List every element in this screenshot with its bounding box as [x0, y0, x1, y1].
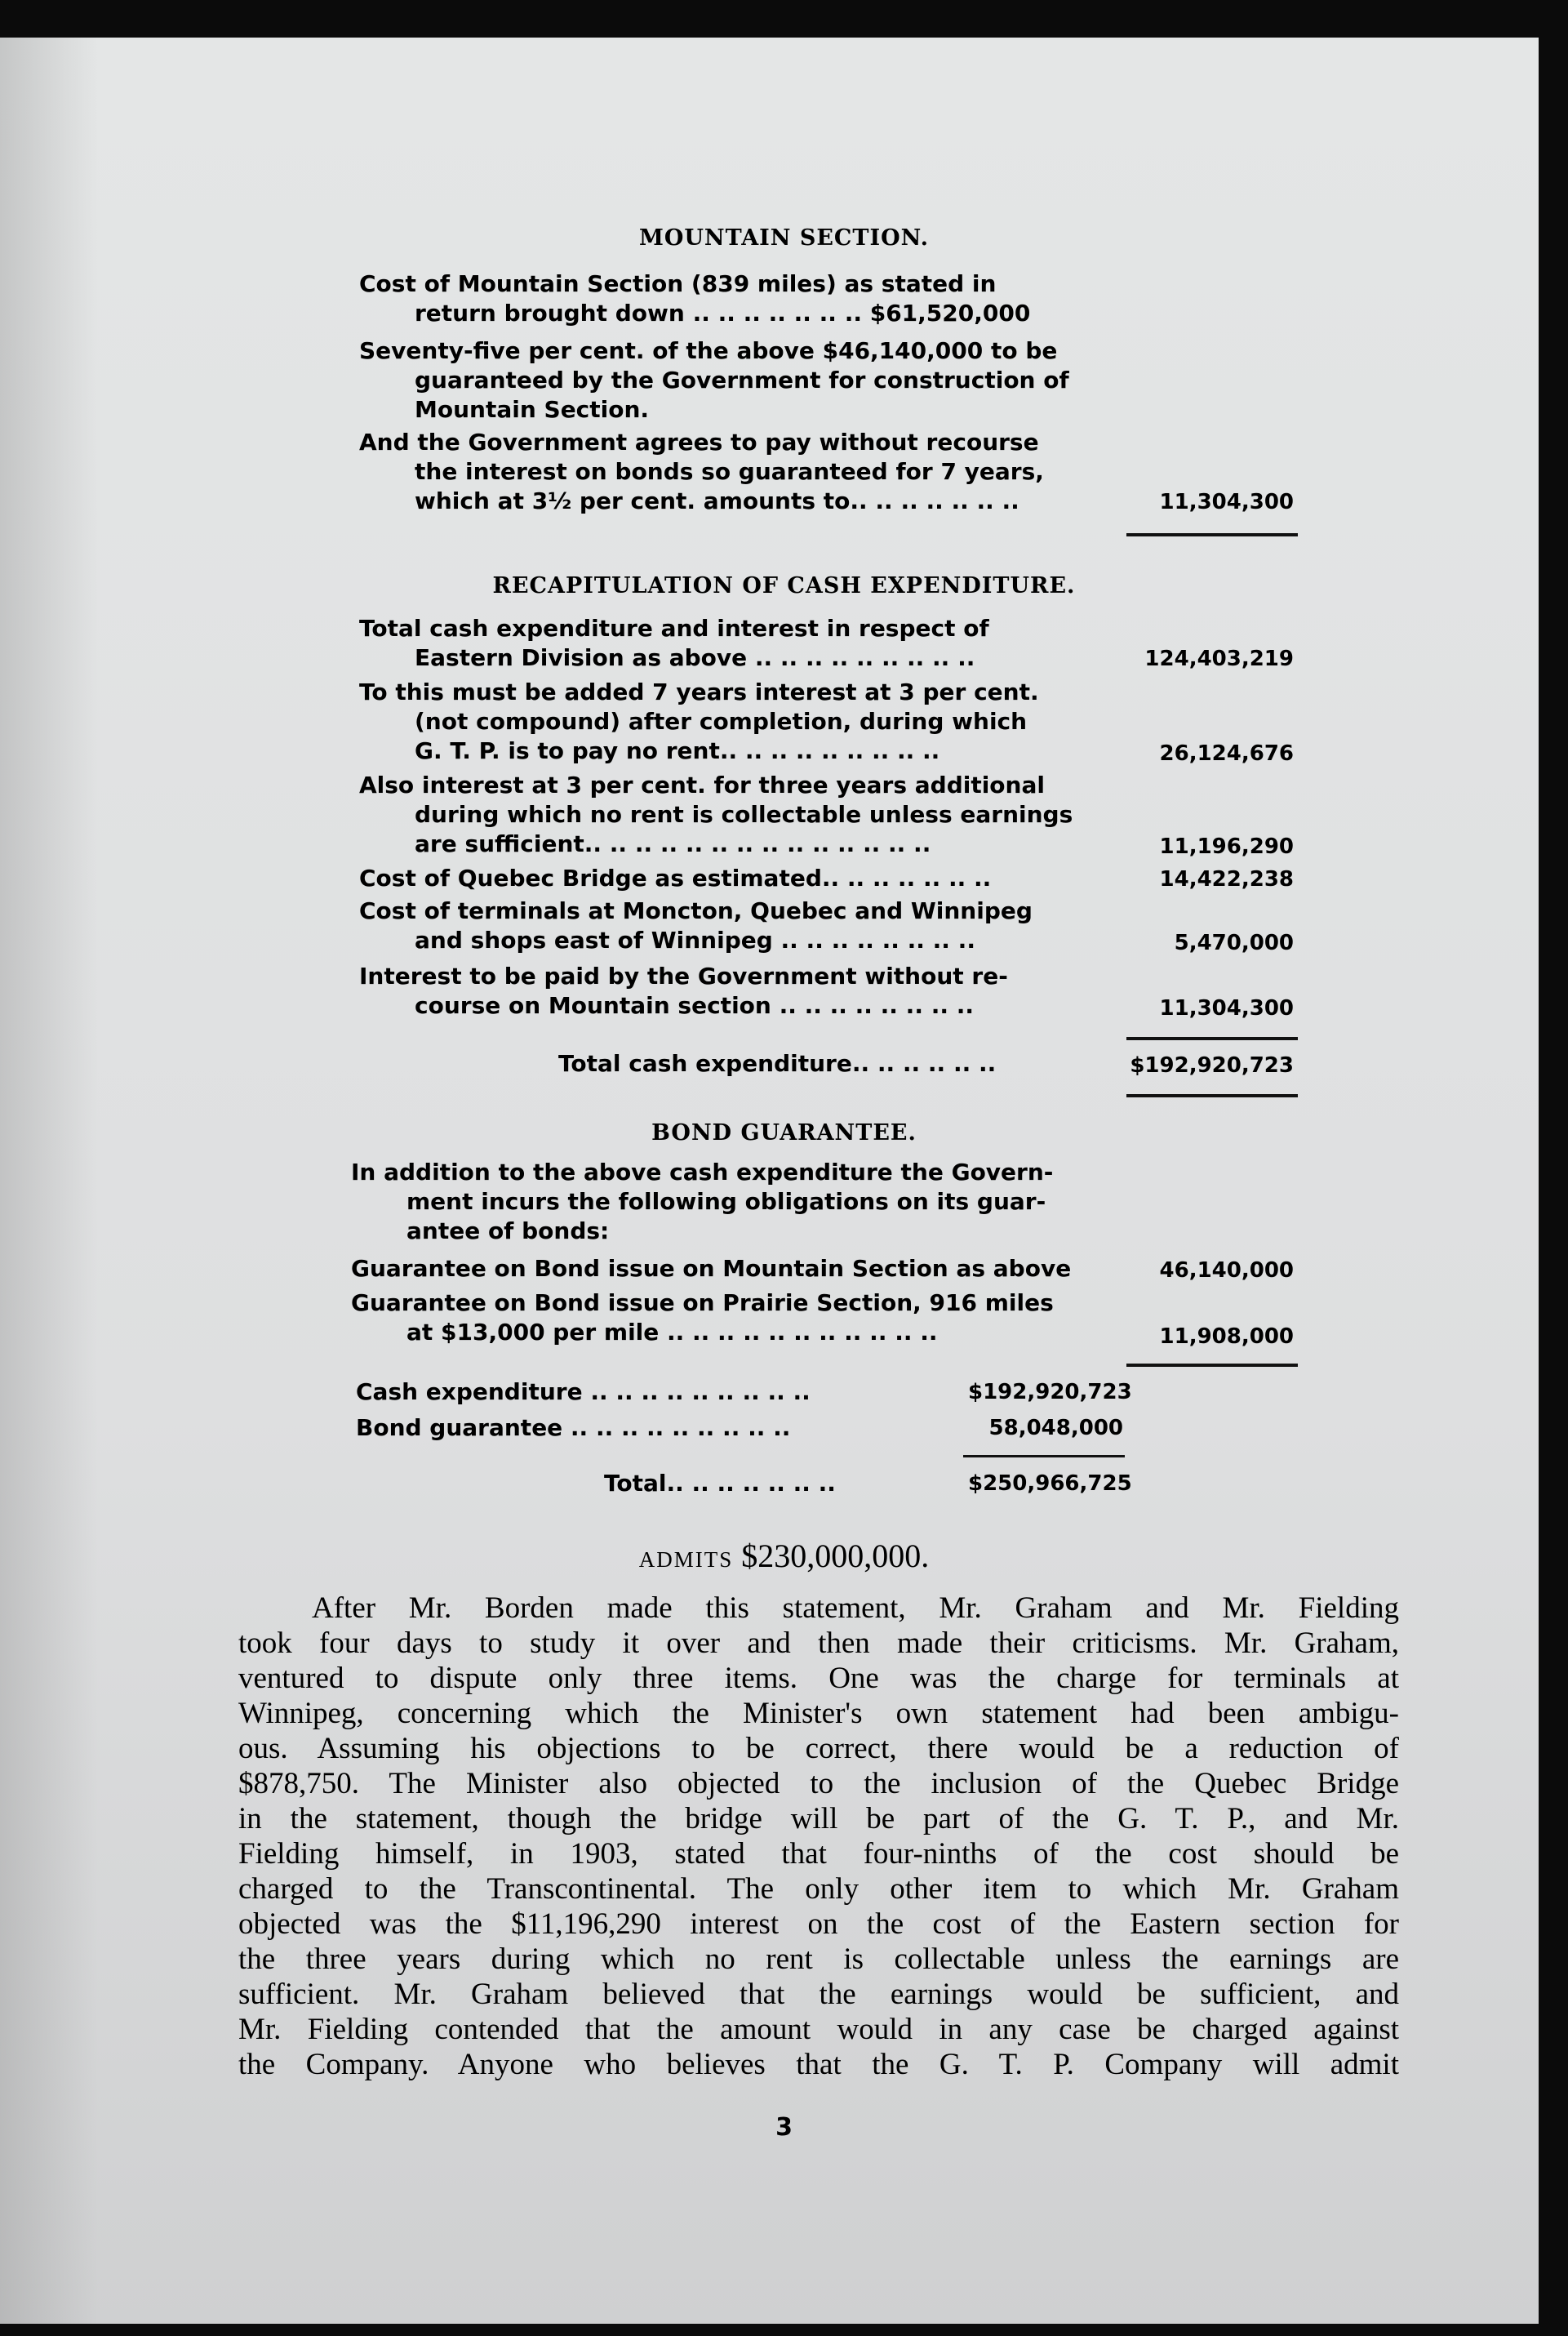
bond-obligations-entry	[351, 1158, 1167, 1246]
recap-three-years-interest-entry	[359, 771, 1175, 859]
recap-quebec-bridge-amount: 14,422,238	[1159, 867, 1294, 892]
section-rule	[1126, 1364, 1298, 1367]
entry-line: return brought down .. .. .. .. .. .. .. $61,520,000	[415, 300, 1031, 327]
paragraph-line: objected was the $11,196,290 interest on the cost of the Eastern section for	[238, 1907, 1399, 1941]
summary-bond-guarantee-amount: 58,048,000	[988, 1416, 1123, 1440]
summary-total-label: Total.. .. .. .. .. .. ..	[604, 1470, 836, 1497]
recap-eastern-division-entry	[359, 614, 1175, 673]
paragraph-line: sufficient. Mr. Graham believed that the earnings would be sufficient, and	[238, 1978, 1399, 2011]
summary-rule	[963, 1455, 1125, 1457]
total-rule	[1126, 1094, 1298, 1097]
entry-line: Eastern Division as above .. .. .. .. .. .. .. .. ..	[415, 644, 975, 671]
page-number: 3	[775, 2113, 793, 2142]
recap-terminals-amount: 5,470,000	[1174, 931, 1294, 955]
bond-prairie-guarantee-amount: 11,908,000	[1159, 1324, 1294, 1349]
entry-line: And the Government agrees to pay without recourse	[359, 429, 1039, 456]
entry-line: and shops east of Winnipeg .. .. .. .. .. .. .. ..	[415, 927, 975, 954]
entry-line: the interest on bonds so guaranteed for 7 years,	[415, 458, 1044, 485]
entry-line: Guarantee on Bond issue on Mountain Section as above	[351, 1255, 1072, 1282]
seventy-five-percent-entry	[359, 336, 1175, 425]
paragraph-line: in the statement, though the bridge will be part of the G. T. P., and Mr.	[238, 1802, 1399, 1835]
summary-cash-expenditure-label: Cash expenditure .. .. .. .. .. .. .. .. ..	[356, 1378, 811, 1405]
section-rule	[1126, 533, 1298, 536]
body-paragraph	[238, 1591, 1399, 2082]
paragraph-line: Mr. Fielding contended that the amount would in any case be charged against	[238, 2013, 1399, 2046]
bond-mountain-guarantee-amount: 46,140,000	[1159, 1258, 1294, 1283]
entry-line: at $13,000 per mile .. .. .. .. .. .. .. .. .. .. ..	[406, 1319, 938, 1346]
recap-terminals-entry	[359, 897, 1175, 955]
entry-line: Interest to be paid by the Government without re-	[359, 963, 1008, 990]
total-rule	[1126, 1037, 1298, 1040]
bond-guarantee-heading: BOND GUARANTEE.	[651, 1120, 917, 1146]
paragraph-line: Fielding himself, in 1903, stated that four-ninths of the cost should be	[238, 1837, 1399, 1871]
entry-line: In addition to the above cash expenditure the Govern-	[351, 1159, 1054, 1186]
bond-prairie-guarantee-entry	[351, 1288, 1167, 1347]
recap-seven-years-interest-entry	[359, 678, 1175, 766]
entry-line: Guarantee on Bond issue on Prairie Section, 916 miles	[351, 1289, 1054, 1316]
recap-three-years-interest-amount: 11,196,290	[1159, 834, 1294, 859]
summary-bond-guarantee-label: Bond guarantee .. .. .. .. .. .. .. .. ..	[356, 1414, 791, 1441]
entry-line: during which no rent is collectable unless earnings	[415, 801, 1073, 828]
entry-line: (not compound) after completion, during which	[415, 708, 1028, 735]
mountain-section-heading: MOUNTAIN SECTION.	[638, 225, 930, 251]
recapitulation-heading: RECAPITULATION OF CASH EXPENDITURE.	[492, 573, 1076, 598]
summary-total-amount: $250,966,725	[968, 1471, 1132, 1496]
entry-line: Cost of Mountain Section (839 miles) as stated in	[359, 270, 997, 297]
paragraph-line: $878,750. The Minister also objected to the inclusion of the Quebec Bridge	[238, 1767, 1399, 1800]
paragraph-line: ventured to dispute only three items. One was the charge for terminals at	[238, 1662, 1399, 1695]
entry-line: G. T. P. is to pay no rent.. .. .. .. .. .. .. .. ..	[415, 737, 940, 764]
bond-mountain-guarantee-entry	[351, 1254, 1167, 1284]
paragraph-line: charged to the Transcontinental. The only other item to which Mr. Graham	[238, 1872, 1399, 1906]
entry-line: Total cash expenditure and interest in respect of	[359, 615, 989, 642]
entry-line: are sufficient.. .. .. .. .. .. .. .. .. .. .. .. .. ..	[415, 830, 931, 857]
page-edge-shadow	[0, 38, 98, 2324]
entry-line: To this must be added 7 years interest at 3 per cent.	[359, 679, 1039, 705]
entry-line: which at 3½ per cent. amounts to.. .. .. .. .. .. ..	[415, 487, 1019, 514]
mountain-interest-amount: 11,304,300	[1159, 490, 1294, 514]
entry-line: ment incurs the following obligations on its guar-	[406, 1188, 1046, 1215]
entry-line: Also interest at 3 per cent. for three years additional	[359, 772, 1045, 799]
paragraph-line: ous. Assuming his objections to be correct, there would be a reduction of	[238, 1732, 1399, 1765]
interest-recourse-entry	[359, 428, 1175, 516]
entry-line: Mountain Section.	[415, 396, 650, 423]
entry-line: guaranteed by the Government for construction of	[415, 367, 1069, 394]
admits-label: ADMITS	[638, 1547, 734, 1572]
paragraph-line: the three years during which no rent is collectable unless the earnings are	[238, 1942, 1399, 1976]
total-cash-expenditure-amount: $192,920,723	[1130, 1053, 1294, 1078]
recap-mountain-interest-amount: 11,304,300	[1159, 996, 1294, 1021]
admits-amount: $230,000,000.	[741, 1537, 930, 1574]
total-cash-expenditure-label: Total cash expenditure.. .. .. .. .. ..	[558, 1050, 997, 1077]
paragraph-line: After Mr. Borden made this statement, Mr. Graham and Mr. Fielding	[312, 1591, 1399, 1625]
paragraph-line: Winnipeg, concerning which the Minister's own statement had been ambigu-	[238, 1697, 1399, 1730]
entry-line: antee of bonds:	[406, 1217, 610, 1244]
mountain-cost-entry	[359, 269, 1175, 328]
recap-quebec-bridge-entry	[359, 864, 1175, 893]
entry-line: course on Mountain section .. .. .. .. .. .. .. ..	[415, 992, 975, 1019]
admits-heading	[0, 1537, 1568, 1575]
paragraph-line: took four days to study it over and then made their criticisms. Mr. Graham,	[238, 1626, 1399, 1660]
paragraph-line: the Company. Anyone who believes that the G. T. P. Company will admit	[238, 2048, 1399, 2081]
summary-cash-expenditure-amount: $192,920,723	[968, 1380, 1132, 1404]
entry-line: Seventy-five per cent. of the above $46,140,000 to be	[359, 337, 1058, 364]
entry-line: Cost of terminals at Moncton, Quebec and Winnipeg	[359, 897, 1033, 924]
recap-eastern-division-amount: 124,403,219	[1144, 647, 1294, 671]
recap-seven-years-interest-amount: 26,124,676	[1159, 741, 1294, 766]
entry-line: Cost of Quebec Bridge as estimated.. .. .. .. .. .. ..	[359, 865, 992, 892]
recap-mountain-interest-entry	[359, 962, 1175, 1021]
